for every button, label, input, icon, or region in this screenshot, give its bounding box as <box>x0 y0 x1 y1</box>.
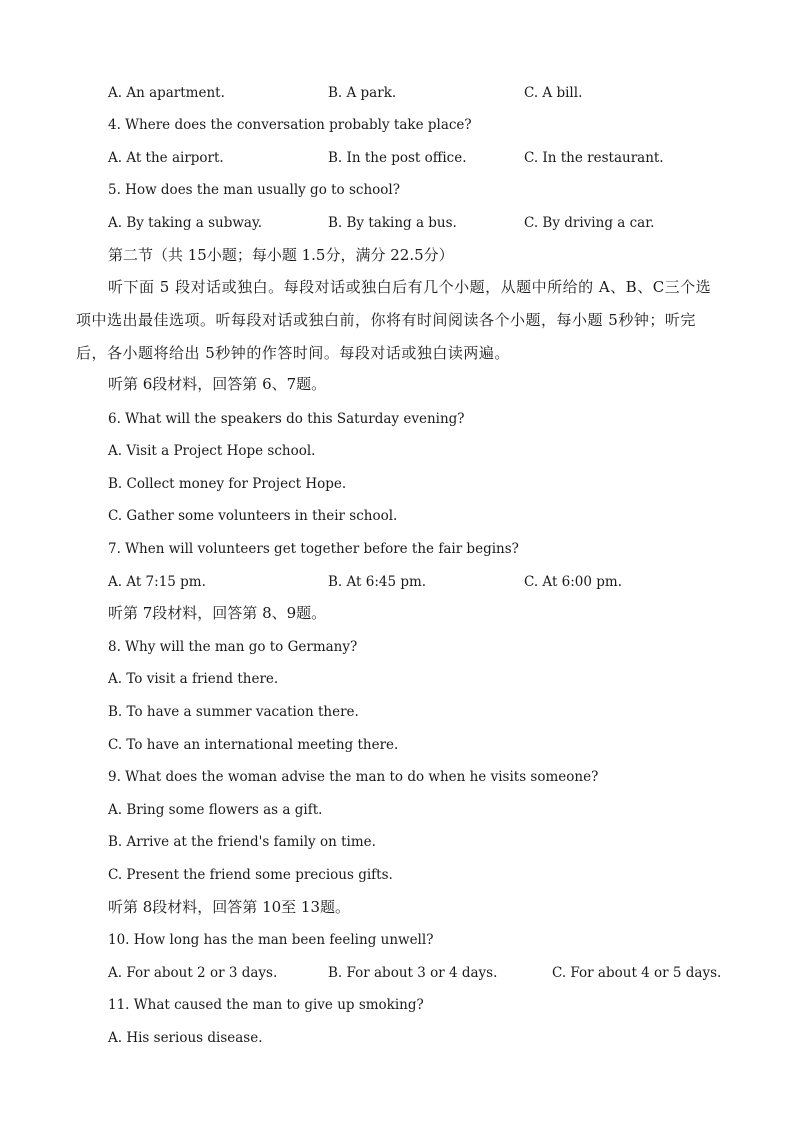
q8-stem: 8. Why will the man go to Germany? <box>108 639 358 655</box>
q7-option-b: B. At 6:45 pm. <box>328 574 427 590</box>
q6-stem: 6. What will the speakers do this Saturday evening? <box>108 411 465 427</box>
q4-option-a: A. At the airport. <box>108 150 224 166</box>
q6-option-b: B. Collect money for Project Hope. <box>108 476 347 492</box>
q3-option-b: B. A park. <box>328 85 397 101</box>
q8-option-a: A. To visit a friend there. <box>108 671 279 687</box>
q8-option-c: C. To have an international meeting there. <box>108 737 399 753</box>
q10-stem: 10. How long has the man been feeling unwell? <box>108 932 434 948</box>
q5-option-a: A. By taking a subway. <box>108 215 263 231</box>
q10-option-a: A. For about 2 or 3 days. <box>108 965 278 981</box>
section2-instructions: 听下面 5 段对话或独白。每段对话或独白后有几个小题，从题中所给的 A、B、C三个选项中选出最佳选项。听每段对话或独白前，你将有时间阅读各个小题，每小题 5秒钟；听完后，各小题将给出 5秒钟的作答时间。每段对话或独白读两遍。 <box>76 278 712 362</box>
q8-option-b: B. To have a summer vacation there. <box>108 704 359 720</box>
q6-option-a: A. Visit a Project Hope school. <box>108 443 316 459</box>
q9-option-b: B. Arrive at the friend's family on time. <box>108 834 376 850</box>
passage8-heading: 听第 8段材料，回答第 10至 13题。 <box>108 898 351 916</box>
q5-option-c: C. By driving a car. <box>524 215 655 231</box>
q7-option-a: A. At 7:15 pm. <box>108 574 206 590</box>
q11-stem: 11. What caused the man to give up smoking? <box>108 997 424 1013</box>
section2-heading: 第二节（共 15小题；每小题 1.5分，满分 22.5分） <box>108 246 454 264</box>
q9-option-a: A. Bring some flowers as a gift. <box>108 802 323 818</box>
q3-option-c: C. A bill. <box>524 85 583 101</box>
passage6-heading: 听第 6段材料，回答第 6、7题。 <box>108 375 327 393</box>
passage7-heading: 听第 7段材料，回答第 8、9题。 <box>108 604 327 622</box>
q5-stem: 5. How does the man usually go to school? <box>108 182 400 198</box>
q4-stem: 4. Where does the conversation probably take place? <box>108 117 472 133</box>
q7-option-c: C. At 6:00 pm. <box>524 574 623 590</box>
q10-option-b: B. For about 3 or 4 days. <box>328 965 498 981</box>
q4-option-c: C. In the restaurant. <box>524 150 664 166</box>
q4-option-b: B. In the post office. <box>328 150 467 166</box>
q9-option-c: C. Present the friend some precious gifts. <box>108 867 393 883</box>
q9-stem: 9. What does the woman advise the man to do when he visits someone? <box>108 769 599 785</box>
q10-option-c: C. For about 4 or 5 days. <box>552 965 722 981</box>
q3-option-a: A. An apartment. <box>108 85 225 101</box>
q6-option-c: C. Gather some volunteers in their school. <box>108 508 398 524</box>
q5-option-b: B. By taking a bus. <box>328 215 457 231</box>
q7-stem: 7. When will volunteers get together before the fair begins? <box>108 541 519 557</box>
q11-option-a: A. His serious disease. <box>108 1030 263 1046</box>
